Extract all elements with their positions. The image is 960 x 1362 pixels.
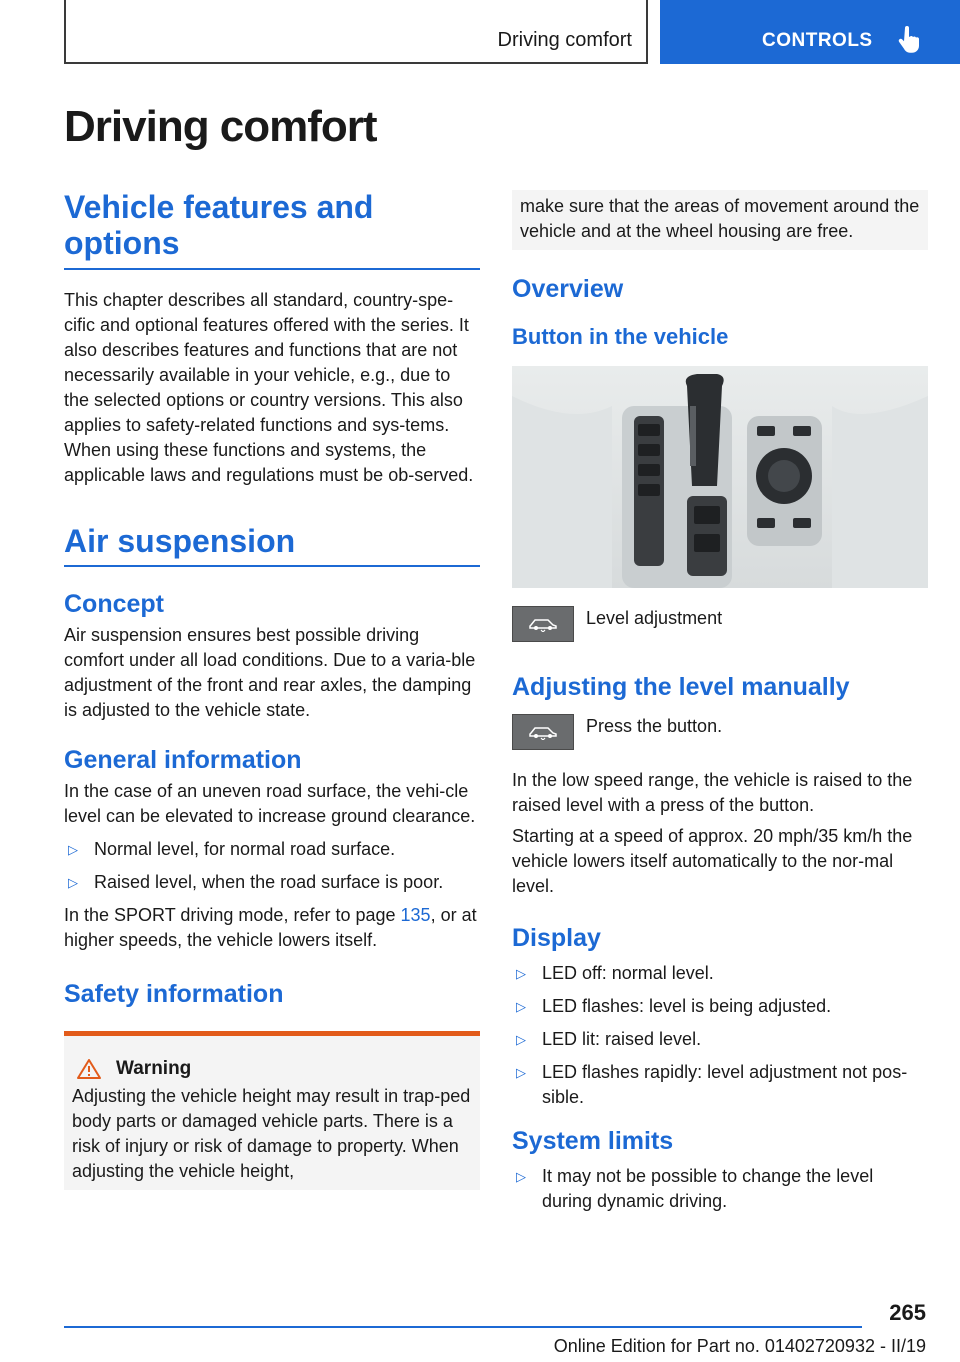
list-item: ▷ LED lit: raised level. xyxy=(512,1027,928,1052)
sport-mode-paragraph: In the SPORT driving mode, refer to page 135, or at higher speeds, the vehicle lowers itself. xyxy=(64,905,477,951)
adjusting-level-heading: Adjusting the level manually xyxy=(512,673,850,701)
warning-box xyxy=(64,1031,480,1190)
press-button-text: Press the button. xyxy=(586,716,723,736)
triangle-bullet-icon: ▷ xyxy=(516,1032,526,1047)
level-adjustment-button[interactable] xyxy=(512,606,574,642)
footer-edition: Online Edition for Part no. 01402720932 - II/19 xyxy=(553,1336,926,1356)
general-information-paragraph: In the case of an uneven road surface, the vehi-cle level can be elevated to increase ground clearance. xyxy=(64,781,476,827)
warning-text: Adjusting the vehicle height may result in trap-ped body parts or damaged vehicle parts. There is a risk of injury or risk of damage to property. When adjusting the vehicle height, xyxy=(72,1086,471,1182)
triangle-bullet-icon: ▷ xyxy=(516,1169,526,1184)
level-adjustment-row xyxy=(512,606,928,642)
car-level-icon xyxy=(528,616,558,632)
system-limits-list xyxy=(512,1164,928,1214)
concept-heading: Concept xyxy=(64,590,164,619)
header-section-title: Driving comfort xyxy=(497,29,632,51)
triangle-bullet-icon: ▷ xyxy=(516,1065,526,1080)
general-information-list xyxy=(64,837,480,895)
warning-header xyxy=(72,1058,472,1080)
starting-speed-paragraph: Starting at a speed of approx. 20 mph/35 km/h the vehicle lowers itself automatically to the nor-mal level. xyxy=(512,826,913,896)
safety-information-heading: Safety information xyxy=(64,980,284,1009)
vehicle-features-paragraph: This chapter describes all standard, country-spe-cific and optional features offered with the series. It also describes features and functions that are not necessarily available in your vehicle, e.g., due to the selected options or country versions. This also applies to safety-related functions and sys-tems. When using these functions and systems, the applicable laws and regulations must be ob-served. xyxy=(64,289,474,485)
warning-label: Warning xyxy=(116,1058,192,1080)
triangle-bullet-icon: ▷ xyxy=(516,999,526,1014)
list-item: ▷ Raised level, when the road surface is poor. xyxy=(64,870,480,895)
center-console-photo xyxy=(512,366,928,588)
warning-continuation-box xyxy=(512,190,928,250)
chapter-title: Driving comfort xyxy=(64,102,377,151)
footer-divider xyxy=(64,1326,862,1328)
triangle-bullet-icon: ▷ xyxy=(68,842,78,858)
low-speed-paragraph: In the low speed range, the vehicle is raised to the raised level with a press of the button. xyxy=(512,770,913,815)
header-controls-label: CONTROLS xyxy=(762,30,873,51)
right-column xyxy=(512,190,928,1214)
triangle-bullet-icon: ▷ xyxy=(516,966,526,981)
list-item: ▷ Normal level, for normal road surface. xyxy=(64,837,480,862)
general-information-heading: General information xyxy=(64,746,302,775)
press-button-row xyxy=(512,714,928,750)
header-controls-tab[interactable] xyxy=(660,0,960,64)
list-item: ▷ LED flashes: level is being adjusted. xyxy=(512,994,928,1019)
level-adjustment-label: Level adjustment xyxy=(586,608,723,628)
page-number: 265 xyxy=(889,1300,926,1325)
warning-continuation-text: make sure that the areas of movement around the vehicle and at the wheel housing are free. xyxy=(520,196,920,241)
system-limits-heading: System limits xyxy=(512,1127,674,1155)
air-suspension-heading: Air suspension xyxy=(64,524,480,568)
page-135-link[interactable]: 135 xyxy=(400,905,431,926)
car-level-icon xyxy=(528,724,558,740)
list-item: ▷ It may not be possible to change the level during dynamic driving. xyxy=(516,1166,874,1211)
left-column xyxy=(64,190,480,1190)
display-list xyxy=(512,961,928,1110)
warning-triangle-icon xyxy=(76,1058,102,1080)
list-item: ▷ LED flashes rapidly: level adjustment not pos-sible. xyxy=(516,1062,908,1107)
triangle-bullet-icon: ▷ xyxy=(68,875,78,891)
level-adjustment-button-2[interactable] xyxy=(512,714,574,750)
header-section-box xyxy=(64,0,648,64)
hand-pointer-icon xyxy=(898,26,920,54)
button-in-vehicle-heading: Button in the vehicle xyxy=(512,324,729,349)
display-heading: Display xyxy=(512,924,601,952)
vehicle-features-heading: Vehicle features and options xyxy=(64,190,480,270)
list-item: ▷ LED off: normal level. xyxy=(512,961,928,986)
concept-paragraph: Air suspension ensures best possible driving comfort under all load conditions. Due to a varia-ble adjustment of the front and rear axles, the damping is adjusted to the vehicle state. xyxy=(64,625,476,721)
overview-heading: Overview xyxy=(512,275,624,303)
